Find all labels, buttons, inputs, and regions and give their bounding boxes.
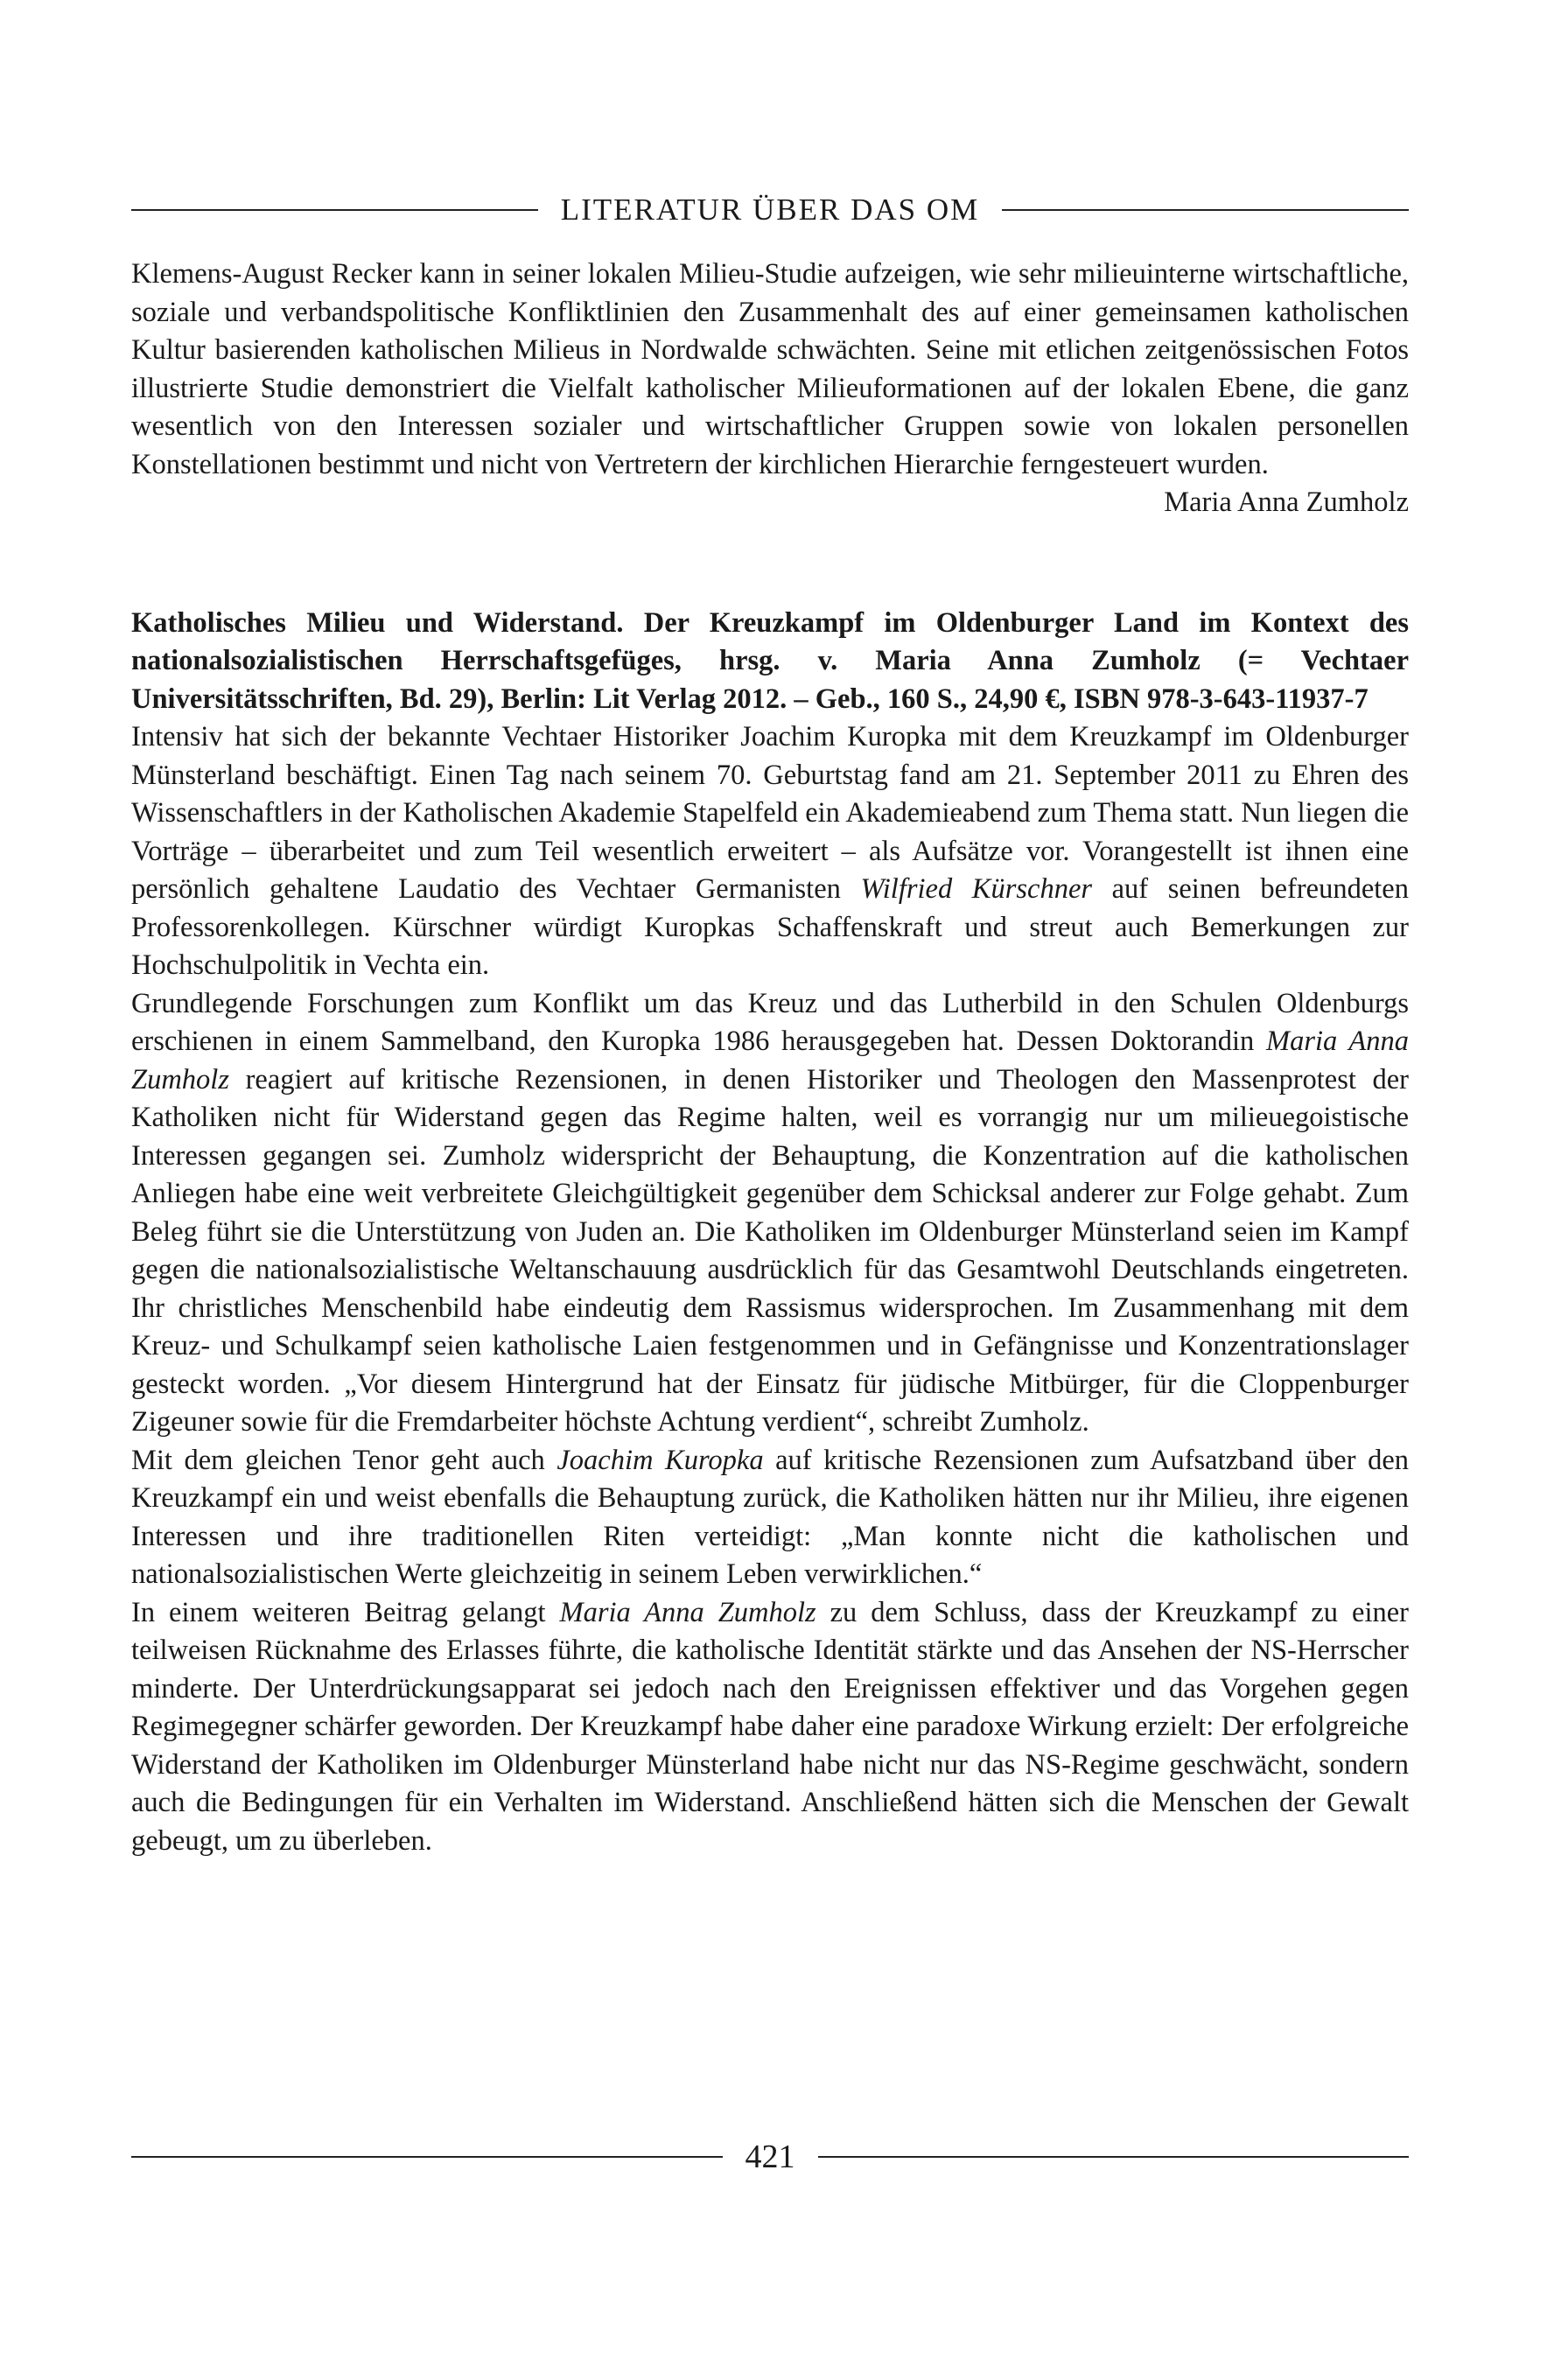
text-run: auf seinen befreundeten Professorenkollegen. Kürschner würdigt Kuropkas Schaffenskraft und streut auch Bemerkungen zur Hochschulpolitik in Vechta ein. (131, 873, 1409, 981)
author-name: Maria Anna Zumholz (559, 1596, 816, 1628)
author-name: Joachim Kuropka (556, 1444, 764, 1476)
footer-rule-right (818, 2156, 1410, 2158)
header-title: LITERATUR ÜBER DAS OM (560, 192, 980, 227)
page-number: 421 (745, 2138, 795, 2175)
author-name: Wilfried Kürschner (860, 873, 1093, 905)
review-paragraph-1 (131, 718, 1409, 985)
header-rule-left (131, 209, 538, 211)
review-paragraph-4 (131, 1594, 1409, 1861)
header-rule-right (1002, 209, 1409, 211)
author-name: Maria Anna Zumholz (131, 1026, 1409, 1096)
text-run: Mit dem gleichen Tenor geht auch (131, 1444, 557, 1476)
review-paragraph-2 (131, 985, 1409, 1442)
text-run: In einem weiteren Beitrag gelangt (131, 1596, 560, 1628)
page-footer (131, 2135, 1409, 2179)
footer-rule-left (131, 2156, 723, 2158)
review-paragraph-3 (131, 1442, 1409, 1594)
text-run: auf kritische Rezensionen zum Aufsatzband über den Kreuzkampf ein und weist ebenfalls die Behauptung zurück, die Katholiken hätten nur ihr Milieu, ihre eigenen Interessen und ihre traditionellen Riten verteidigt: „Man konnte nicht die katholischen und nationalsozialistischen Werte gleichzeitig in seinem Leben verwirklichen.“ (131, 1444, 1409, 1590)
page-body (131, 184, 1409, 1860)
intro-signature: Maria Anna Zumholz (1164, 486, 1409, 518)
text-run: reagiert auf kritische Rezensionen, in denen Historiker und Theologen den Massenprotest der Katholiken nicht für Widerstand gegen das Regime halten, weil es vorrangig nur um milieuegoistische Interessen gegangen sei. Zumholz widerspricht der Behauptung, die Konzentration auf die katholischen Anliegen habe eine weit verbreitete Gleichgültigkeit gegenüber dem Schicksal anderer zur Folge gehabt. Zum Beleg führt sie die Unterstützung von Juden an. Die Katholiken im Oldenburger Münsterland seien im Kampf gegen die nationalsozialistische Weltanschauung ausdrücklich für das Gesamtwohl Deutschlands eingetreten. Ihr christliches Menschenbild habe eindeutig dem Rassismus widersprochen. Im Zusammenhang mit dem Kreuz- und Schulkampf seien katholische Laien festgenommen und in Gefängnisse und Konzentrationslager gesteckt worden. „Vor diesem Hintergrund hat der Einsatz für jüdische Mitbürger, für die Cloppenburger Zigeuner sowie für die Fremdarbeiter höchste Achtung verdient“, schreibt Zumholz. (131, 1063, 1409, 1438)
text-run: zu dem Schluss, dass der Kreuzkampf zu einer teilweisen Rücknahme des Erlasses führte, die katholische Identität stärkte und das Ansehen der NS-Herrscher minderte. Der Unterdrückungsapparat sei jedoch nach den Ereignissen effektiver und das Vorgehen gegen Regimegegner schärfer geworden. Der Kreuzkampf habe daher eine paradoxe Wirkung erzielt: Der erfolgreiche Widerstand der Katholiken im Oldenburger Münsterland habe nicht nur das NS-Regime geschwächt, sondern auch die Bedingungen für ein Verhalten im Widerstand. Anschließend hätten sich die Menschen der Gewalt gebeugt, um zu überleben. (131, 1596, 1409, 1857)
review-bibliography: Katholisches Milieu und Widerstand. Der Kreuzkampf im Oldenburger Land im Kontext des nationalsozialistischen Herrschaftsgefüges, hrsg. v. Maria Anna Zumholz (= Vechtaer Universitätsschriften, Bd. 29), Berlin: Lit Verlag 2012. – Geb., 160 S., 24,90 €, ISBN 978-3-643-11937-7 (131, 606, 1409, 715)
intro-paragraph: Klemens-August Recker kann in seiner lokalen Milieu-Studie aufzeigen, wie sehr milieuinterne wirtschaftliche, soziale und verbandspolitische Konfliktlinien den Zusammenhalt des auf einer gemeinsamen katholischen Kultur basierenden katholischen Milieus in Nordwalde schwächten. Seine mit etlichen zeitgenössischen Fotos illustrierte Studie demonstriert die Vielfalt katholischer Milieuformationen auf der lokalen Ebene, die ganz wesentlich von den Interessen sozialer und wirtschaftlicher Gruppen sowie von lokalen personellen Konstellationen bestimmt und nicht von Vertretern der kirchlichen Hierarchie ferngesteuert wurden. (131, 258, 1409, 480)
text-run: Intensiv hat sich der bekannte Vechtaer Historiker Joachim Kuropka mit dem Kreuzkampf im Oldenburger Münsterland beschäftigt. Einen Tag nach seinem 70. Geburtstag fand am 21. September 2011 zu Ehren des Wissenschaftlers in der Katholischen Akademie Stapelfeld ein Akademieabend zum Thema statt. Nun liegen die Vorträge – überarbeitet und zum Teil wesentlich erweitert – als Aufsätze vor. Vorangestellt ist ihnen eine persönlich gehaltene Laudatio des Vechtaer Germanisten (131, 721, 1409, 905)
running-header (131, 184, 1409, 236)
text-run: Grundlegende Forschungen zum Konflikt um das Kreuz und das Lutherbild in den Schulen Oldenburgs erschienen in einem Sammelband, den Kuropka 1986 herausgegeben hat. Dessen Doktorandin (131, 987, 1409, 1057)
